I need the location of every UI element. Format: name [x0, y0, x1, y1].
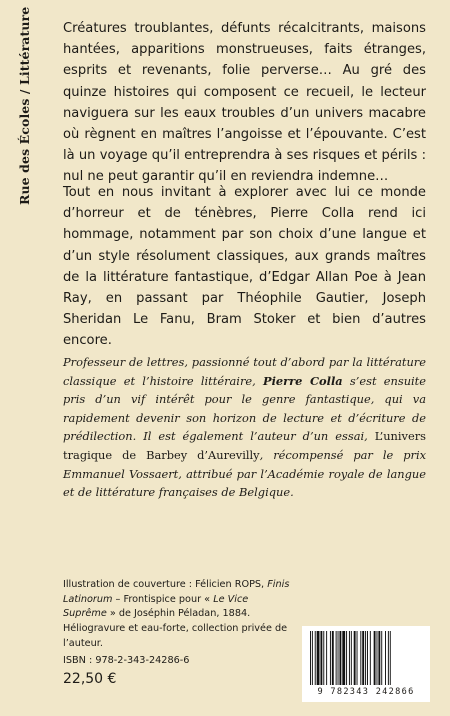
barcode-bar	[390, 631, 391, 685]
author-bio	[63, 353, 426, 502]
isbn: ISBN : 978-2-343-24286-6	[63, 655, 190, 666]
barcode-bar	[315, 631, 316, 685]
barcode-bar	[365, 631, 366, 685]
bio-part-1: Professeur de lettres, passionné tout d’abord par la littérature classique et l’histoire littéraire,	[63, 355, 426, 388]
barcode-bar	[338, 631, 339, 685]
barcode-digits: 9 782343 242866	[317, 687, 415, 697]
barcode-bar	[332, 631, 334, 685]
barcode-bar	[349, 631, 350, 685]
barcode-bar	[354, 631, 356, 685]
barcode-bar	[378, 631, 380, 685]
barcode-bar	[310, 631, 311, 685]
barcode-bar	[360, 631, 361, 685]
barcode-bar	[342, 631, 345, 685]
barcode-bar	[367, 631, 368, 685]
barcode-bar	[330, 631, 331, 685]
credits-middle: – Frontispice pour «	[112, 593, 214, 605]
barcode-bar	[326, 631, 327, 685]
credits-intro: Illustration de couverture : Félicien ROPS,	[63, 579, 268, 590]
bio-part-2: s’est ensuite pris d’un vif intérêt pour le genre fantastique, qui va rapidement devenir son horizon de lecture et d’écriture de prédilection. Il est également l’auteur d’un essai,	[63, 373, 426, 444]
barcode-bars	[310, 631, 422, 685]
barcode-bar	[377, 631, 378, 685]
cover-credits	[63, 578, 293, 652]
essay-title: L’univers tragique de Barbey d’Aurevilly	[63, 429, 426, 462]
barcode-bar	[320, 631, 322, 685]
barcode-bar	[357, 631, 358, 685]
blurb-paragraph-2: Tout en nous invitant à explorer avec lui ce monde d’horreur et de ténèbres, Pierre Colla rend ici hommage, notamment par son choix d’une langue et d’un style résolument classiques, aux grands maîtres de la littérature fantastique, d’Edgar Allan Poe à Jean Ray, en passant par Théophile Gautier, Joseph Sheridan Le Fanu, Bram Stoker et bien d’autres encore.	[63, 185, 426, 349]
author-name: Pierre Colla	[263, 373, 343, 388]
credits-work: Finis Latinorum	[63, 579, 290, 605]
series-text: Rue des Écoles / Littérature	[17, 6, 32, 205]
barcode-bar	[381, 631, 382, 685]
barcode-bar	[385, 631, 386, 685]
barcode-bar	[323, 631, 324, 685]
barcode-bar	[312, 631, 313, 685]
bio-part-3: , récompensé par le prix Emmanuel Vossaert, attribué par l’Académie royale de langue et de littérature françaises de Belgique.	[63, 447, 427, 500]
barcode-bar	[336, 631, 337, 685]
credits-book: Le Vice Suprême	[63, 593, 249, 620]
blurb-paragraph-1: Créatures troublantes, défunts récalcitrants, maisons hantées, apparitions monstrueuses, faits étranges, esprits et revenants, folie perverse… Au gré des quinze histoires qui composent ce recueil, le lecteur naviguera sur les eaux troubles d’un univers macabre où règnent en maîtres l’angoisse et l’épouvante. C’est là un voyage qu’il entreprendra à ses risques et périls : nul ne peut garantir qu’il en reviendra indemne…	[63, 21, 426, 185]
barcode-bar	[317, 631, 320, 685]
barcode-bar	[374, 631, 376, 685]
series-label	[15, 6, 37, 225]
price: 22,50 €	[63, 671, 117, 687]
barcode-bar	[351, 631, 352, 685]
barcode-bar	[346, 631, 347, 685]
barcode-bar	[370, 631, 371, 685]
credits-end: » de Joséphin Péladan, 1884. Héliogravure et eau-forte, collection privée de l’auteur.	[63, 608, 288, 649]
barcode-bar	[339, 631, 341, 685]
barcode-bar	[388, 631, 389, 685]
barcode-bar	[362, 631, 364, 685]
barcode	[302, 626, 430, 702]
